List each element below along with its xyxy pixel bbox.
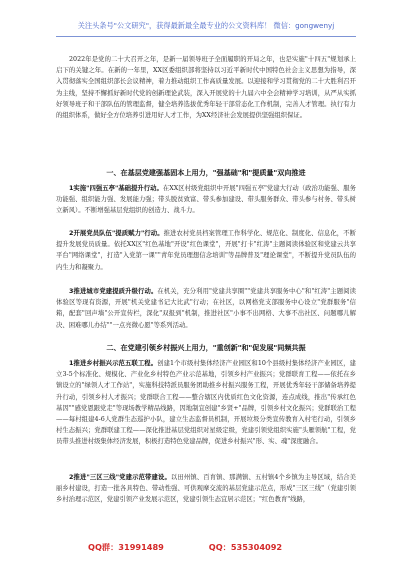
section-1-item-2	[56, 228, 356, 273]
section-heading-2: 二、在党建引领乡村振兴上用力，"重创新"和"促发展"同频共振	[106, 343, 306, 352]
header-banner: 关注头条号"公文研究"，获得最新最全最专业的公文资料库！ 微信：gongwenyj	[77, 21, 335, 30]
section-2-item-2	[56, 472, 356, 506]
header-rule	[56, 36, 356, 37]
section-1-item-1	[56, 183, 356, 217]
item-text: 以田州镇、百育镇、那满镇、五村镇4个乡镇为主导区域，结合美丽乡村建设，打造一批各具特色、带动性强、可供观摩交流的基层党建示范点，形成"三区三线"（党建引领乡村治理示范区，党建引领产业发展示范区，党建引领生态宜居示范区；"红色教育"线路，	[56, 474, 356, 504]
intro-paragraph: 2022年是党的二十大召开之年，是新一届领导班子全面履职的开局之年，也是实施"十四五"规划承上启下的关键之年。在新的一年里，XX区委组织部将坚持以习近平新时代中国特色社会主义思想为指导，深入贯彻落实全国组织部长会议精神，着力推动组织工作高质量发展。以迎接和学习贯彻党的二十大胜利召开为主线，坚持不懈抓好新时代党的创新理论武装，深入开展党的十九届六中全会精神学习培训，从严从实抓好领导班子和干部队伍的管理监督，健全培养选拔优秀年轻干部常态化工作机制，完善人才管理。执行有力的组织体系，做好全方位培养引进用好人才工作，为XX经济社会发展提供坚强组织保证。	[56, 56, 356, 120]
item-lead: 3推进城市党建提质升级行动。	[69, 288, 158, 295]
item-lead: 1推进乡村振兴示范五联工程。	[69, 360, 158, 367]
item-lead: 2推进"三区三线"党建示范带建设。	[69, 474, 171, 481]
item-text: 在机关，充分利用"党建共享圈""党建共享服务中心"和"红涛"主题阅读体验区等现有资源，开展"机关党建书记大比武"行动；在社区，以网格党支部服务中心设立"党群服务"信箱，配套"回声墙"公开宣传栏，深化"双报到"机制，推进社区"小事不出网格、大事不出社区、问题哪儿解决、困难哪儿办结""一点亮微心愿"等系列活动。	[56, 288, 356, 329]
item-lead: 1实施"四强五亭"基础提升行动。	[69, 185, 163, 192]
section-heading-1: 一、在基层党建强基固本上用力，"强基础"和"提质量"双向推进	[106, 168, 306, 177]
section-1-item-3	[56, 286, 356, 331]
item-text: 在XX区村级党组织中开展"四强五亭"党建大行动（政治功能强、服务功能强、组织能力强、发展能力强；带头脱贫致富、带头参加建设、带头服务群众、带头参与村务、带头树立新风）。不断增强基层党组织的创造力、战斗力。	[56, 185, 356, 215]
footer-qq: QQ：535304092	[208, 542, 283, 552]
footer-qq-group: QQ群：31991489	[88, 542, 164, 552]
item-lead: 2开展党员队伍"提质赋力"行动。	[69, 230, 164, 237]
item-text: 创建1个市级村集体经济产业园区和10个县级村集体经济产业园区，建立3-5个标准化、规模化、产业化乡村特色产业示范基地，引领乡村产业振兴；党群联育工程——依托在乡镇设立的"绿领人才工作站"，实施科技特派员服务团助推乡村振兴服务工程，开展优秀年轻干部储备培养提升行动，引领乡村人才振兴；党群联合工程——整合辖区内优质红色文化资源，连点成线，推出"传承红色基因""感党恩跟党走"等现场教学精品线路，因地制宜创建"乡贤+"品牌，引领乡村文化振兴；党群联治工程——每村组建4-6人党群生态巡护小队，建立生态监督员机制，开展垃圾分类宣传教育入村宅行动，引领乡村生态振兴；党群联建工程——深化推进基层党组织对星级定级，党建引领党组织实施"头雁领航"工程，党员带头推进村级集体经济发展，积极打造特色党建品牌，促进乡村振兴"形、实、魂"深度融合。	[56, 360, 356, 446]
section-2-item-1	[56, 358, 356, 448]
footer-contacts	[88, 542, 320, 556]
item-text: 推进农村党员档案管理工作科学化、规范化、制度化、信息化，不断提升发展党员质量。依托XX区"红色基地"开设"红色课堂"，开展"打卡"红涛"主题阅读体验区和党建云共享平台"网络课堂"，打造"入党第一课""青年党员理想信念培训"等品牌普及"理论课堂"，不断提升党员队伍的内生力和凝聚力。	[56, 230, 356, 271]
